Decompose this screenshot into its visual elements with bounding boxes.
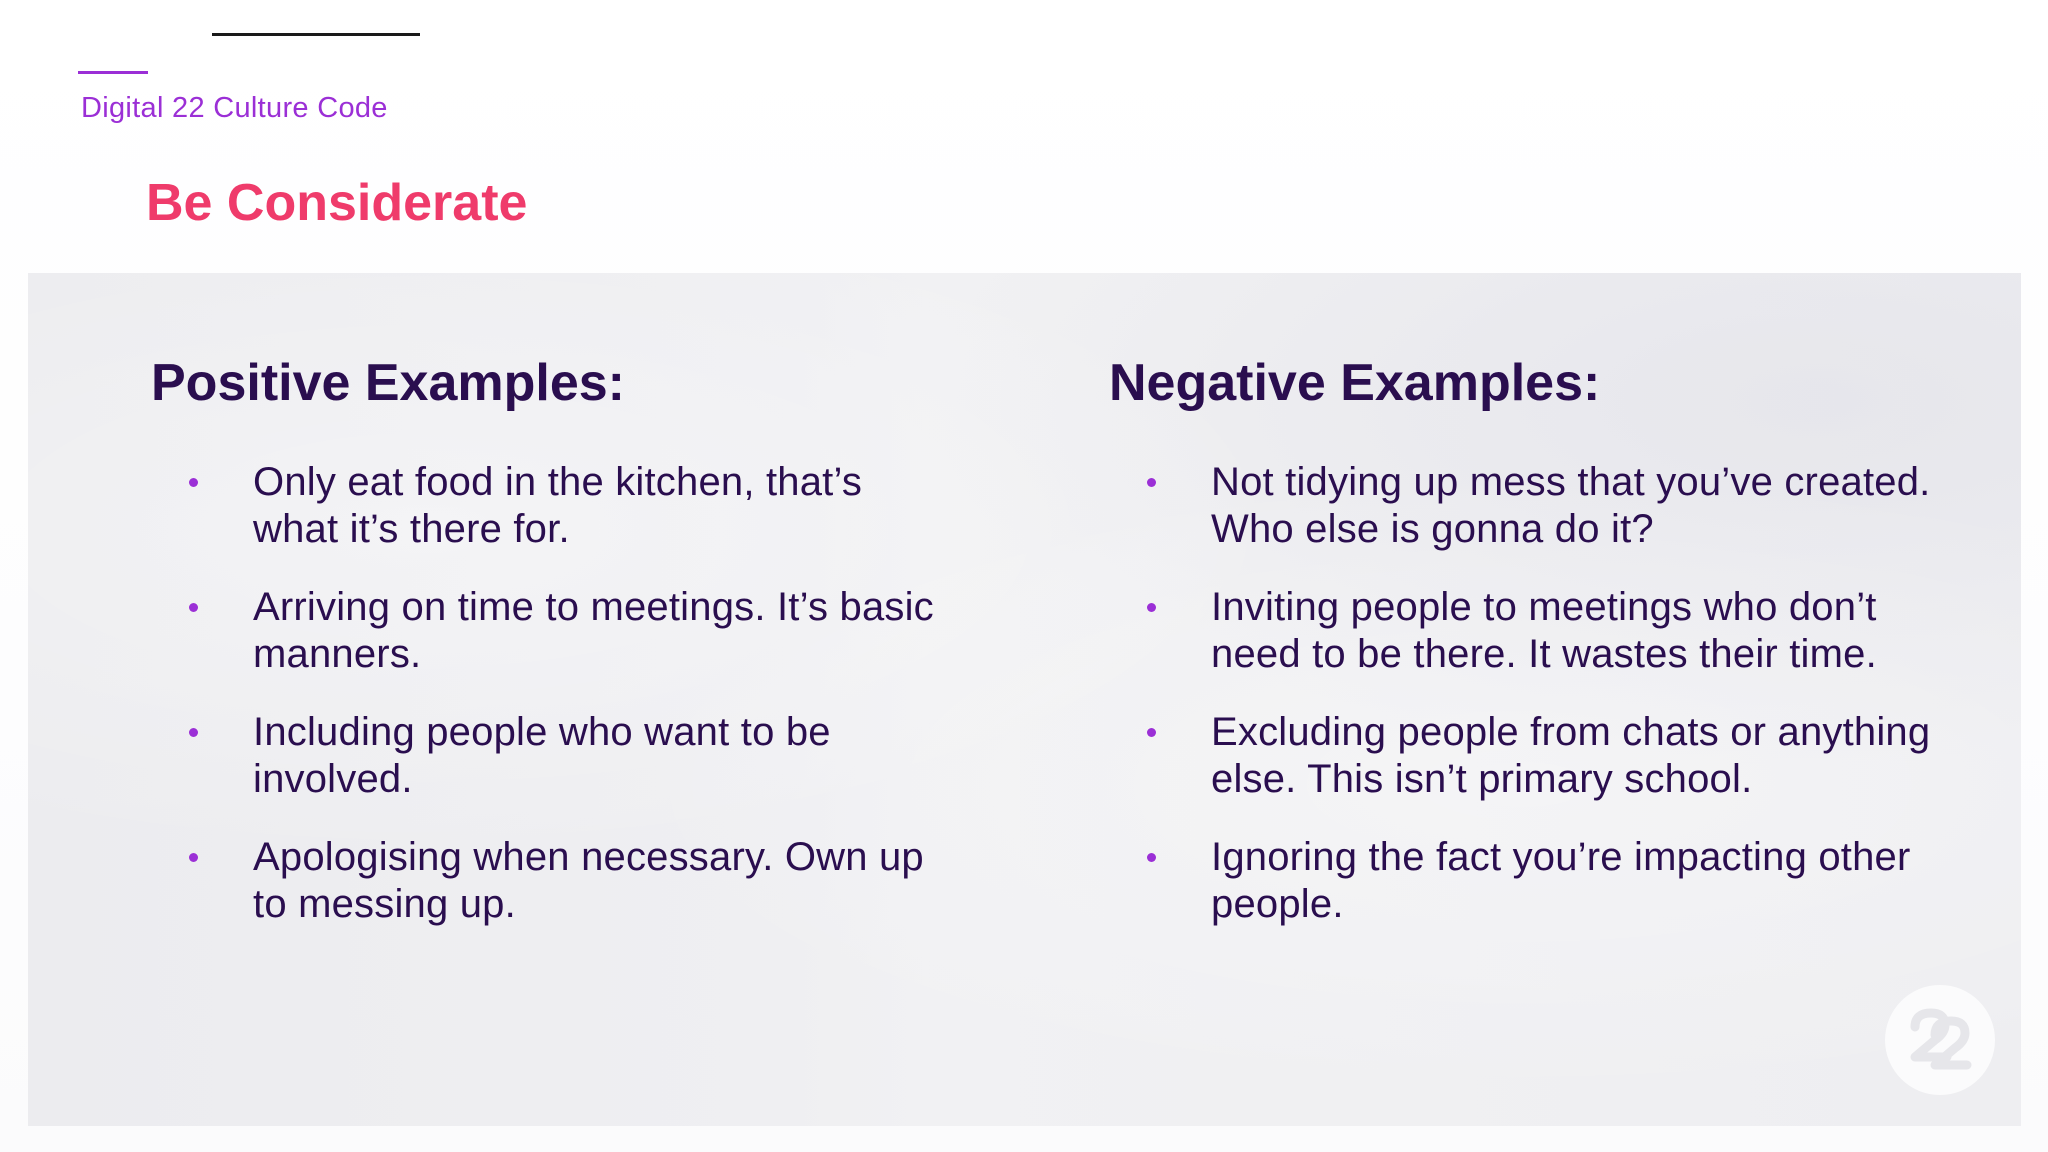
list-item-text: Inviting people to meetings who don’t need to be there. It wastes their time. <box>1211 585 1877 676</box>
list-item <box>151 459 953 553</box>
brand-label: Digital 22 Culture Code <box>81 92 388 124</box>
examples-panel <box>28 273 2021 1126</box>
bullet-icon <box>189 728 198 737</box>
bullet-icon <box>1147 478 1156 487</box>
list-item <box>1109 709 1941 803</box>
negative-examples-heading: Negative Examples: <box>1109 354 1601 412</box>
bullet-icon <box>189 853 198 862</box>
positive-examples-list <box>151 459 953 959</box>
bullet-icon <box>1147 853 1156 862</box>
list-item-text: Not tidying up mess that you’ve created. Who else is gonna do it? <box>1211 460 1931 551</box>
page-title: Be Considerate <box>146 174 528 232</box>
bullet-icon <box>189 478 198 487</box>
list-item-text: Ignoring the fact you’re impacting other people. <box>1211 835 1911 926</box>
list-item-text: Arriving on time to meetings. It’s basic manners. <box>253 585 934 676</box>
list-item <box>151 709 953 803</box>
bullet-icon <box>189 603 198 612</box>
bullet-icon <box>1147 603 1156 612</box>
accent-divider-line <box>78 71 148 74</box>
list-item <box>151 834 953 928</box>
list-item-text: Excluding people from chats or anything else. This isn’t primary school. <box>1211 710 1931 801</box>
list-item-text: Only eat food in the kitchen, that’s what it’s there for. <box>253 460 863 551</box>
list-item-text: Apologising when necessary. Own up to messing up. <box>253 835 924 926</box>
list-item <box>151 584 953 678</box>
list-item <box>1109 459 1941 553</box>
list-item <box>1109 834 1941 928</box>
digital-22-logo-icon <box>1885 985 1995 1095</box>
top-divider-line <box>212 33 420 36</box>
bullet-icon <box>1147 728 1156 737</box>
logo-glyph <box>1885 985 1995 1095</box>
positive-examples-heading: Positive Examples: <box>151 354 625 412</box>
negative-examples-list <box>1109 459 1941 959</box>
list-item-text: Including people who want to be involved. <box>253 710 831 801</box>
list-item <box>1109 584 1941 678</box>
